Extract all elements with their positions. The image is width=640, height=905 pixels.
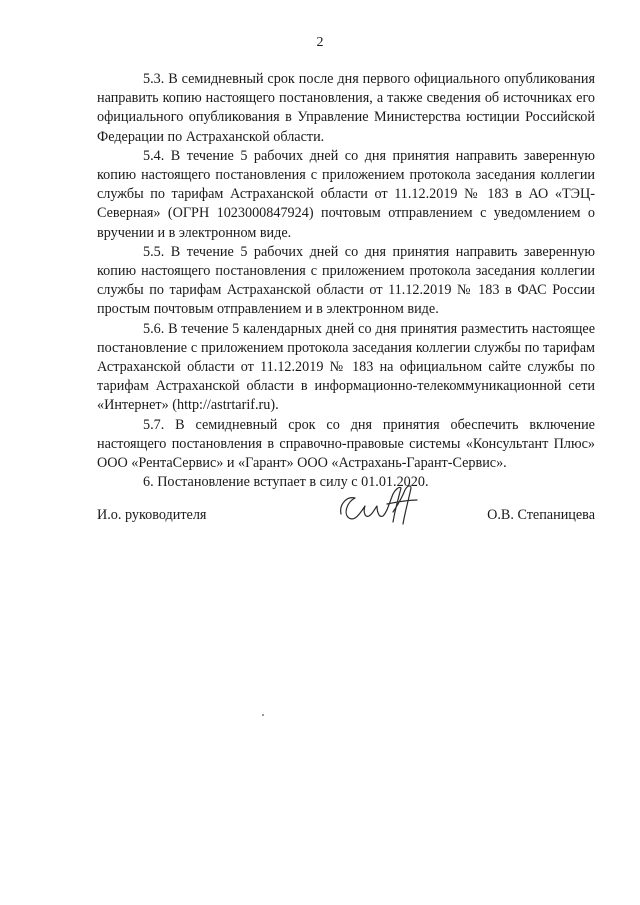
paragraph-6: 6. Постановление вступает в силу с 01.01.2020.: [143, 474, 429, 491]
paragraph-5-3: 5.3. В семидневный срок после дня первого официального опубликования направить копию настоящего постановления, а также сведения об источниках его официального опубликования в Управление Министерства юстиции Российской Федерации по Астраханской области.: [97, 71, 595, 145]
handwritten-signature: [335, 482, 425, 530]
signatory-position: И.о. руководителя: [97, 507, 207, 523]
paragraph-5-4: 5.4. В течение 5 рабочих дней со дня принятия направить заверенную копию настоящего постановления с приложением протокола заседания коллегии службы по тарифам Астраханской области от 11.12.2019 № 183 в АО «ТЭЦ-Северная» (ОГРН 1023000847924) почтовым отправлением с уведомлением о вручении и в электронном виде.: [97, 147, 595, 241]
paragraph-5-7: 5.7. В семидневный срок со дня принятия обеспечить включение настоящего постановления в справочно-правовые системы «Консультант Плюс» ООО «РентаСервис» и «Гарант» ООО «Астрахань-Гарант-Сервис».: [97, 416, 595, 472]
paragraph-5-5: 5.5. В течение 5 рабочих дней со дня принятия направить заверенную копию настоящего постановления с приложением протокола заседания коллегии службы по тарифам Астраханской области от 11.12.2019 № 183 в ФАС России простым почтовым отправлением и в электронном виде.: [97, 243, 595, 318]
signature-block: [97, 482, 595, 532]
scan-speck: [262, 714, 264, 716]
page-number: 2: [316, 35, 324, 50]
document-body: [97, 70, 595, 492]
signatory-name: О.В. Степаницева: [487, 507, 595, 523]
paragraph-5-6: 5.6. В течение 5 календарных дней со дня принятия разместить настоящее постановление с приложением протокола заседания коллегии службы по тарифам Астраханской области от 11.12.2019 № 183 на официальном сайте службы по тарифам Астраханской области в информационно-телекоммуникационной сети «Интернет» (http://astrtarif.ru).: [97, 320, 595, 414]
